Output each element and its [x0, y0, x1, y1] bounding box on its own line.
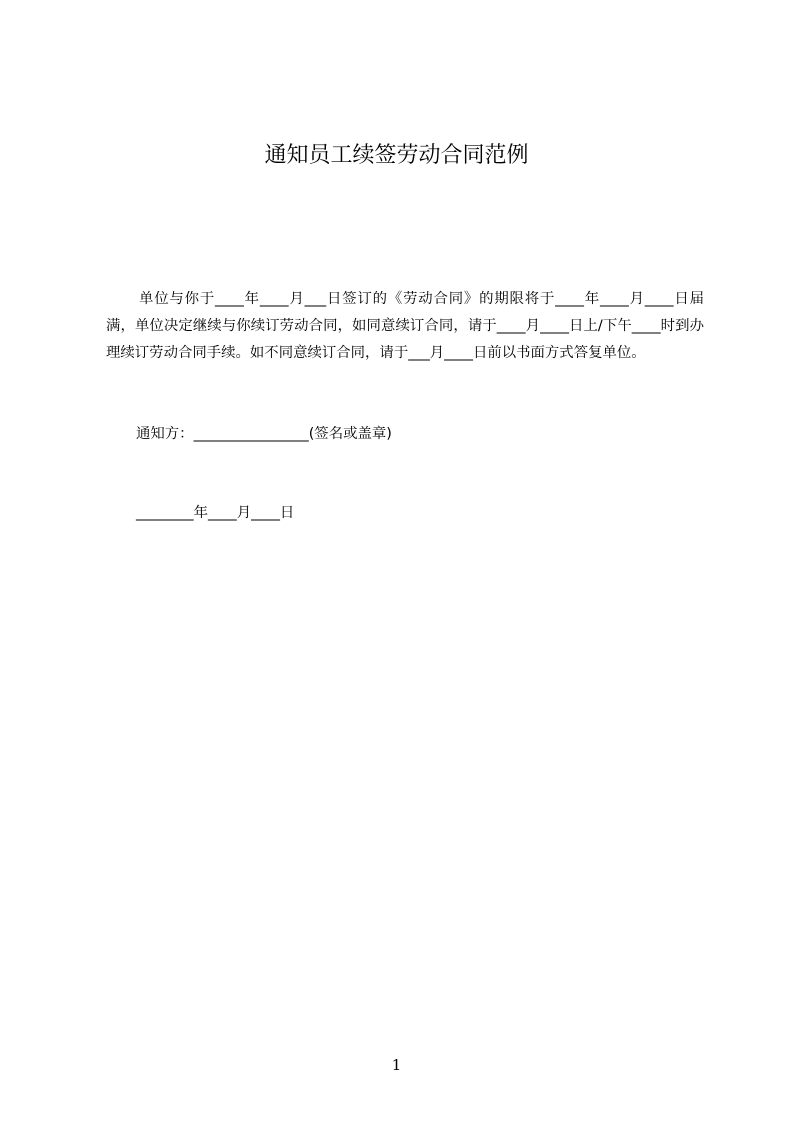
page-number: 1	[391, 1056, 402, 1074]
document-title: 通知员工续签劳动合同范例	[264, 143, 529, 168]
notifier-signature-line: 通知方：________________(签名或盖章)	[136, 426, 392, 442]
date-line: ________年____月____日	[136, 505, 295, 521]
notice-body-paragraph: 单位与你于____年____月___日签订的《劳动合同》的期限将于____年____月____日届满，单位决定继续与你续订劳动合同，如同意续订合同，请于____月____日上/下午____时到办理续订劳动合同手续。如不同意续订合同，请于___月____日前以书面方式答复单位。	[106, 291, 704, 361]
